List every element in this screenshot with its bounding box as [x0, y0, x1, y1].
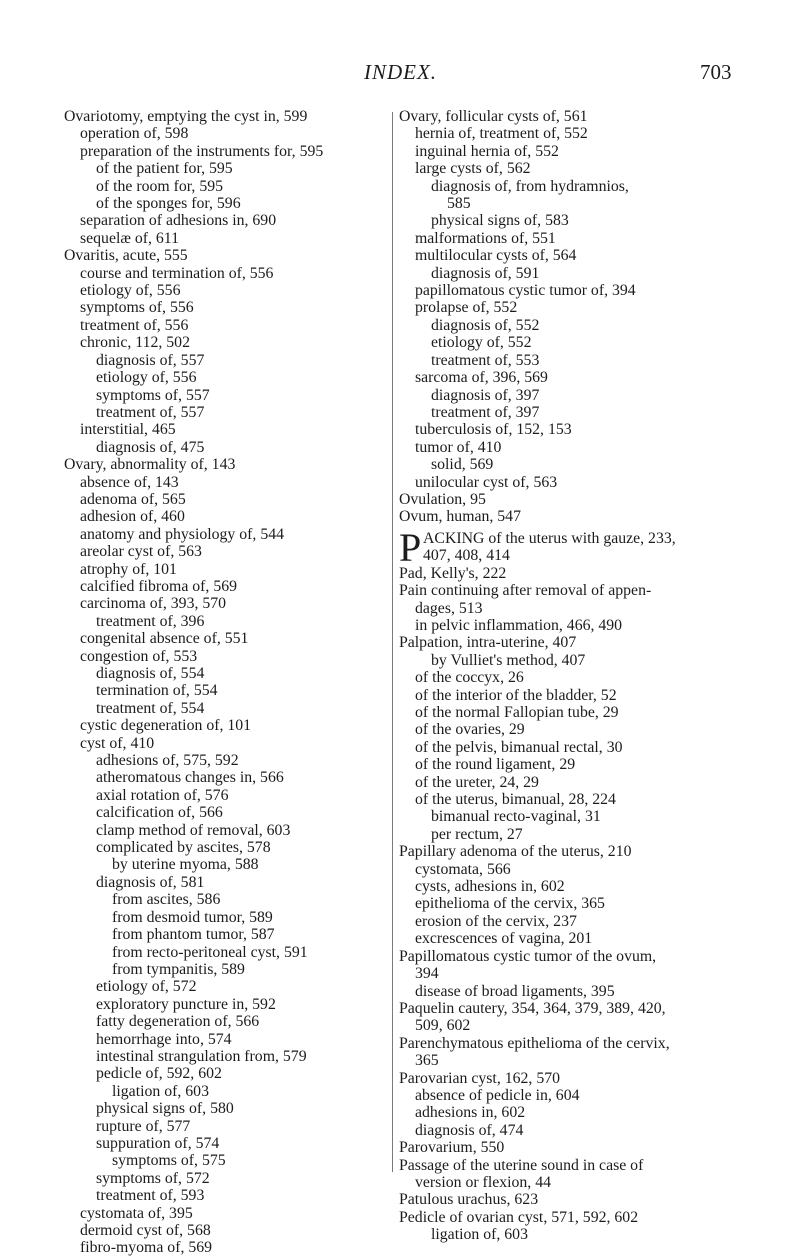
index-entry: exploratory puncture in, 592 — [96, 995, 276, 1013]
index-entry: by uterine myoma, 588 — [112, 856, 259, 874]
index-entry: etiology of, 572 — [96, 978, 197, 996]
index-entry: diagnosis of, 557 — [96, 351, 205, 369]
section-p-line-1: ACKING of the uterus with gauze, 233, — [423, 529, 676, 547]
index-entry: course and termination of, 556 — [80, 264, 274, 282]
section-p-line-2: 407, 408, 414 — [423, 546, 510, 564]
index-entry: large cysts of, 562 — [415, 160, 531, 178]
index-entry: treatment of, 556 — [80, 316, 189, 334]
index-entry: adhesion of, 460 — [80, 508, 185, 526]
index-column-right-bottom — [399, 565, 774, 1244]
index-entry: diagnosis of, 554 — [96, 665, 205, 682]
index-entry: treatment of, 554 — [96, 699, 205, 717]
index-entry: cystomata of, 395 — [80, 1204, 193, 1222]
index-entry: Ovaritis, acute, 555 — [64, 247, 188, 265]
index-entry: interstitial, 465 — [80, 421, 176, 439]
index-entry: of the patient for, 595 — [96, 160, 233, 178]
index-entry: from phantom tumor, 587 — [112, 926, 275, 944]
index-entry: of the coccyx, 26 — [415, 669, 524, 687]
index-entry: malformations of, 551 — [415, 229, 556, 247]
index-entry: disease of broad ligaments, 395 — [415, 982, 615, 1000]
index-entry: from desmoid tumor, 589 — [112, 908, 273, 926]
index-entry: from tympanitis, 589 — [112, 960, 245, 978]
index-entry: Ovary, follicular cysts of, 561 — [399, 108, 588, 125]
index-entry: in pelvic inflammation, 466, 490 — [415, 616, 623, 634]
index-entry: Parovarian cyst, 162, 570 — [399, 1069, 561, 1087]
index-entry: prolapse of, 552 — [415, 299, 518, 317]
index-entry: Ovariotomy, emptying the cyst in, 599 — [64, 108, 308, 125]
index-entry: of the sponges for, 596 — [96, 195, 241, 213]
index-entry: carcinoma of, 393, 570 — [80, 595, 227, 613]
index-entry: anatomy and physiology of, 544 — [80, 525, 285, 543]
index-entry: suppuration of, 574 — [96, 1134, 220, 1152]
index-entry: complicated by ascites, 578 — [96, 839, 271, 857]
index-entry: 509, 602 — [415, 1017, 471, 1035]
index-entry: preparation of the instruments for, 595 — [80, 142, 324, 160]
index-entry: of the room for, 595 — [96, 177, 224, 195]
index-entry: cystic degeneration of, 101 — [80, 717, 252, 735]
index-entry: absence of, 143 — [80, 473, 179, 491]
column-divider — [392, 112, 393, 1172]
index-entry: Ovulation, 95 — [399, 490, 486, 508]
index-entry: 365 — [415, 1052, 439, 1070]
index-entry: tuberculosis of, 152, 153 — [415, 421, 572, 439]
index-entry: treatment of, 553 — [431, 351, 540, 369]
index-entry: unilocular cyst of, 563 — [415, 473, 558, 491]
running-header-title: INDEX. — [363, 60, 438, 84]
index-entry: hernia of, treatment of, 552 — [415, 125, 588, 143]
index-entry: ligation of, 603 — [431, 1226, 528, 1244]
index-entry: sequelæ of, 611 — [80, 229, 180, 247]
index-entry: Pad, Kelly's, 222 — [399, 564, 507, 582]
index-entry: bimanual recto-vaginal, 31 — [431, 808, 601, 826]
index-entry: dages, 513 — [415, 599, 483, 617]
index-entry: fibro-myoma of, 569 — [80, 1239, 213, 1257]
index-entry: treatment of, 396 — [96, 612, 205, 630]
index-entry: Patulous urachus, 623 — [399, 1191, 539, 1209]
index-entry: rupture of, 577 — [96, 1117, 191, 1135]
index-entry: diagnosis of, 581 — [96, 873, 205, 891]
index-column-left — [64, 108, 439, 1257]
index-entry: tumor of, 410 — [415, 438, 502, 456]
index-entry: cyst of, 410 — [80, 734, 155, 752]
index-entry: diagnosis of, 475 — [96, 438, 205, 456]
index-entry: version or flexion, 44 — [415, 1173, 552, 1191]
index-entry: cysts, adhesions in, 602 — [415, 878, 565, 896]
index-entry: dermoid cyst of, 568 — [80, 1222, 211, 1239]
page-number: 703 — [700, 60, 732, 84]
index-entry: Ovum, human, 547 — [399, 508, 521, 526]
index-entry: diagnosis of, from hydramnios, — [431, 177, 629, 195]
index-entry: multilocular cysts of, 564 — [415, 247, 577, 265]
section-p-heading — [399, 524, 774, 570]
index-entry: areolar cyst of, 563 — [80, 543, 202, 561]
index-entry: Parenchymatous epithelioma of the cervix, — [399, 1034, 670, 1052]
index-entry: diagnosis of, 591 — [431, 264, 540, 282]
index-entry: atrophy of, 101 — [80, 560, 177, 578]
index-entry: Palpation, intra-uterine, 407 — [399, 634, 577, 652]
index-entry: congestion of, 553 — [80, 647, 198, 665]
index-entry: epithelioma of the cervix, 365 — [415, 895, 605, 913]
index-entry: erosion of the cervix, 237 — [415, 912, 577, 930]
index-entry: calcified fibroma of, 569 — [80, 577, 238, 595]
index-entry: separation of adhesions in, 690 — [80, 212, 277, 230]
index-entry: congenital absence of, 551 — [80, 630, 249, 648]
index-entry: solid, 569 — [431, 456, 494, 474]
index-entry: Pedicle of ovarian cyst, 571, 592, 602 — [399, 1208, 639, 1226]
index-entry: chronic, 112, 502 — [80, 334, 190, 352]
index-entry: by Vulliet's method, 407 — [431, 651, 586, 669]
index-entry: Ovary, abnormality of, 143 — [64, 456, 236, 474]
index-entry: physical signs of, 583 — [431, 212, 569, 230]
index-entry: excrescences of vagina, 201 — [415, 930, 593, 948]
index-entry: of the uterus, bimanual, 28, 224 — [415, 791, 616, 809]
index-entry: axial rotation of, 576 — [96, 786, 229, 804]
index-entry: symptoms of, 556 — [80, 299, 194, 317]
index-entry: physical signs of, 580 — [96, 1100, 234, 1118]
index-entry: sarcoma of, 396, 569 — [415, 369, 548, 387]
index-entry: absence of pedicle in, 604 — [415, 1086, 580, 1104]
index-entry: Passage of the uterine sound in case of — [399, 1156, 644, 1174]
index-entry: termination of, 554 — [96, 682, 218, 700]
index-entry: of the interior of the bladder, 52 — [415, 686, 617, 704]
index-entry: etiology of, 556 — [96, 369, 197, 387]
index-entry: of the normal Fallopian tube, 29 — [415, 704, 619, 721]
index-entry: diagnosis of, 397 — [431, 386, 540, 404]
index-entry: Papillomatous cystic tumor of the ovum, — [399, 947, 657, 965]
index-entry: treatment of, 397 — [431, 403, 540, 421]
index-column-right — [399, 108, 774, 1244]
index-entry: 585 — [447, 195, 471, 213]
index-entry: etiology of, 552 — [431, 334, 532, 352]
index-entry: Parovarium, 550 — [399, 1139, 505, 1157]
index-entry: calcification of, 566 — [96, 804, 223, 822]
index-entry: papillomatous cystic tumor of, 394 — [415, 282, 636, 300]
index-entry: symptoms of, 557 — [96, 386, 210, 404]
index-entry: of the round ligament, 29 — [415, 756, 576, 774]
index-entry: treatment of, 593 — [96, 1187, 205, 1205]
index-entry: of the pelvis, bimanual rectal, 30 — [415, 738, 623, 756]
index-entry: clamp method of removal, 603 — [96, 821, 291, 839]
index-entry: Paquelin cautery, 354, 364, 379, 389, 420, — [399, 999, 666, 1017]
index-entry: ligation of, 603 — [112, 1082, 209, 1100]
index-entry: inguinal hernia of, 552 — [415, 142, 559, 160]
index-entry: from recto-peritoneal cyst, 591 — [112, 943, 308, 961]
index-entry: hemorrhage into, 574 — [96, 1030, 232, 1048]
index-entry: diagnosis of, 474 — [415, 1121, 524, 1139]
index-entry: etiology of, 556 — [80, 282, 181, 300]
index-entry: treatment of, 557 — [96, 403, 205, 421]
index-entry: adhesions in, 602 — [415, 1104, 526, 1122]
index-entry: per rectum, 27 — [431, 825, 523, 843]
index-entry: pedicle of, 592, 602 — [96, 1065, 222, 1083]
index-entry: of the ovaries, 29 — [415, 721, 525, 739]
index-entry: of the ureter, 24, 29 — [415, 773, 539, 791]
index-entry: adenoma of, 565 — [80, 490, 186, 508]
index-column-right-top — [399, 108, 774, 526]
index-entry: diagnosis of, 552 — [431, 316, 540, 334]
index-entry: atheromatous changes in, 566 — [96, 769, 284, 787]
index-entry: from ascites, 586 — [112, 891, 221, 909]
index-entry: adhesions of, 575, 592 — [96, 752, 239, 770]
index-entry: Pain continuing after removal of appen- — [399, 582, 652, 600]
index-entry: symptoms of, 572 — [96, 1169, 210, 1187]
index-entry: intestinal strangulation from, 579 — [96, 1047, 307, 1065]
drop-cap-letter: P — [399, 524, 422, 570]
index-entry: Papillary adenoma of the uterus, 210 — [399, 843, 632, 861]
index-entry: cystomata, 566 — [415, 860, 511, 878]
index-entry: operation of, 598 — [80, 125, 189, 143]
index-entry: symptoms of, 575 — [112, 1152, 226, 1170]
index-entry: fatty degeneration of, 566 — [96, 1013, 260, 1031]
index-entry: 394 — [415, 965, 439, 983]
